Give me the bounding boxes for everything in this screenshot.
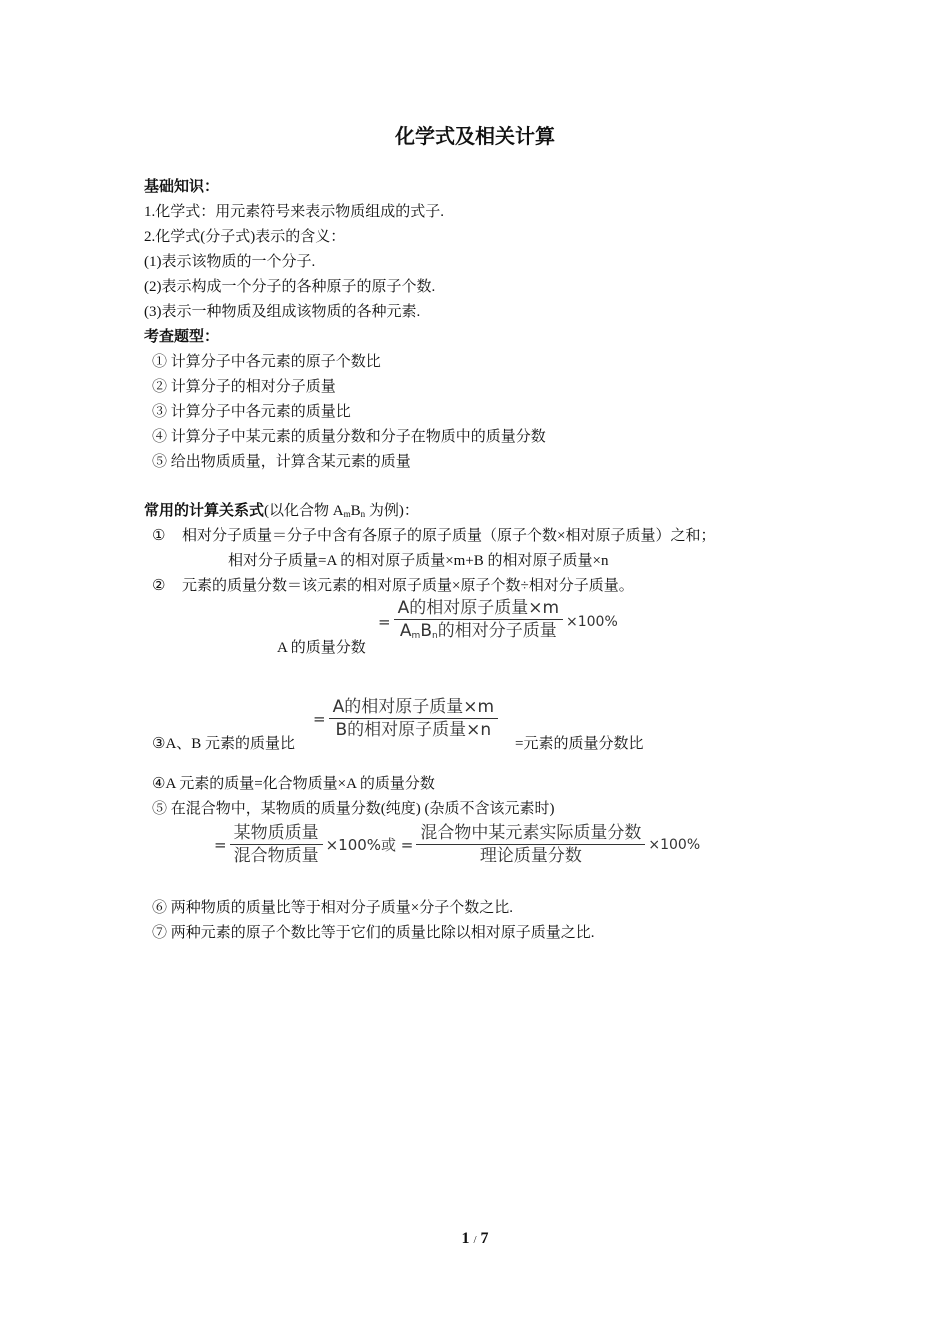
page-separator: / — [473, 1234, 477, 1246]
question-type-item: ④ 计算分子中某元素的质量分数和分子在物质中的质量分数 — [152, 429, 546, 445]
page-number — [0, 1229, 950, 1250]
basics-item: (2)表示构成一个分子的各种原子的原子个数. — [144, 279, 436, 295]
formula-6-text: ⑥ 两种物质的质量比等于相对分子质量×分子个数之比. — [152, 900, 513, 916]
formula-5-numerator-1: 某物质质量 — [233, 823, 319, 843]
formula-7-text: ⑦ 两种元素的原子个数比等于它们的质量比除以相对原子质量之比. — [152, 925, 595, 941]
formula-3-label: ③A、B 元素的质量比 — [152, 736, 296, 752]
page-current: 1 — [461, 1230, 470, 1247]
formula-4-text: ④A 元素的质量=化合物质量×A 的质量分数 — [152, 776, 435, 792]
formula-2-equals: = — [378, 613, 391, 631]
formulas-heading-bold: 常用的计算关系式 — [144, 503, 265, 519]
question-type-item: ① 计算分子中各元素的原子个数比 — [152, 354, 381, 370]
formula-3-fraction — [313, 696, 501, 741]
formula-3-suffix: =元素的质量分数比 — [515, 736, 644, 752]
formula-2-percent: ×100% — [566, 614, 618, 630]
formula-2-number: ② — [152, 578, 166, 594]
formulas-heading-mid: B — [350, 503, 361, 519]
formula-2-text: 元素的质量分数＝该元素的相对原子质量×原子个数÷相对分子质量。 — [182, 578, 634, 594]
formula-3-equals: = — [313, 709, 326, 728]
question-type-item: ⑤ 给出物质质量，计算含某元素的质量 — [152, 454, 411, 470]
basics-item: 1.化学式：用元素符号来表示物质组成的式子. — [144, 204, 445, 220]
formulas-heading-sub-n: n — [360, 509, 366, 519]
formulas-heading — [144, 501, 419, 524]
page-total: 7 — [480, 1230, 489, 1247]
formula-5-equals: = — [214, 835, 227, 854]
formula-5-denominator-2: 理论质量分数 — [479, 846, 582, 866]
formula-2-denominator: $A_mB_n$的相对分子质量 — [399, 621, 557, 641]
formula-5-middle: ×100%或 = — [325, 836, 414, 854]
formula-1-text: 相对分子质量＝分子中含有各原子的原子质量（原子个数×相对原子质量）之和； — [182, 528, 716, 544]
formula-1-number: ① — [152, 528, 166, 544]
basics-item: 2.化学式(分子式)表示的含义： — [144, 229, 346, 245]
formula-5-text: ⑤ 在混合物中，某物质的质量分数(纯度) (杂质不含该元素时) — [152, 801, 555, 817]
formulas-heading-suffix: 为例)： — [365, 503, 419, 519]
formula-5-denominator-1: 混合物质量 — [233, 846, 319, 866]
question-type-item: ② 计算分子的相对分子质量 — [152, 379, 336, 395]
question-type-item: ③ 计算分子中各元素的质量比 — [152, 404, 351, 420]
basics-item: (3)表示一种物质及组成该物质的各种元素. — [144, 304, 421, 320]
formula-2-label: A 的质量分数 — [277, 640, 366, 656]
question-types-heading: 考查题型： — [144, 329, 220, 345]
formula-3-denominator: B的相对原子质量×n — [335, 720, 492, 740]
formula-5-percent: ×100% — [648, 836, 701, 853]
formula-5-numerator-2: 混合物中某元素实际质量分数 — [420, 823, 642, 843]
formula-2-numerator: A的相对原子质量×m — [397, 598, 560, 618]
formula-3-numerator: A的相对原子质量×m — [332, 697, 495, 717]
page-title: 化学式及相关计算 — [395, 126, 555, 148]
formula-5-fraction — [214, 822, 700, 867]
basics-heading: 基础知识： — [144, 179, 220, 195]
basics-item: (1)表示该物质的一个分子. — [144, 254, 316, 270]
formulas-heading-prefix: (以化合物 A — [264, 503, 344, 519]
formula-2-fraction — [378, 597, 618, 647]
formulas-heading-sub-m: m — [343, 509, 351, 519]
formula-1-detail: 相对分子质量=A 的相对原子质量×m+B 的相对原子质量×n — [228, 553, 609, 569]
